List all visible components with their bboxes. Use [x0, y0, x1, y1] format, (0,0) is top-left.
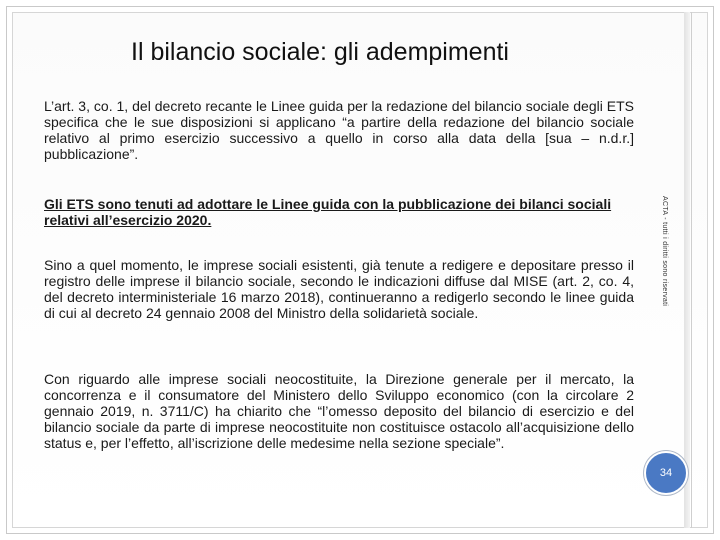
paragraph-decree: L’art. 3, co. 1, del decreto recante le Linee guida per la redazione del bilancio sociale degli ETS specifica che le sue disposizioni si applicano “a partire della redazione del bilancio sociale relativo al primo esercizio successivo a quello in corso alla data della [sua – n.d.r.] pubblicazione”. [44, 98, 634, 162]
copyright-side-note: ACTA - tutti i diritti sono riservati [661, 196, 668, 307]
page-number-badge: 34 [644, 451, 688, 495]
slide-right-bar-line [691, 12, 692, 528]
paragraph-ets-obligation: Gli ETS sono tenuti ad adottare le Linee guida con la pubblicazione dei bilanci sociali relativi all’esercizio 2020. [44, 196, 612, 228]
slide-right-bar [684, 12, 690, 528]
paragraph-existing-social-enterprises: Sino a quel momento, le imprese sociali esistenti, già tenute a redigere e depositare presso il registro delle imprese il bilancio sociale, secondo le indicazioni diffuse dal MISE (art. 2, co. 4, del decreto interministeriale 16 marzo 2018), continueranno a redigerlo secondo le linee guida di cui al decreto 24 gennaio 2008 del Ministro della solidarietà sociale. [44, 257, 634, 321]
slide-title: Il bilancio sociale: gli adempimenti [131, 38, 509, 66]
paragraph-new-social-enterprises: Con riguardo alle imprese sociali neocostituite, la Direzione generale per il mercato, la concorrenza e il consumatore del Ministero dello Sviluppo economico (con la circolare 2 gennaio 2019, n. 3711/C) ha chiarito che “l’omesso deposito del bilancio di esercizio e del bilancio sociale da parte di imprese neocostituite non costituisce ostacolo all’acquisizione dello status e, per l’effetto, all’iscrizione delle medesime nella sezione speciale”. [44, 371, 634, 451]
